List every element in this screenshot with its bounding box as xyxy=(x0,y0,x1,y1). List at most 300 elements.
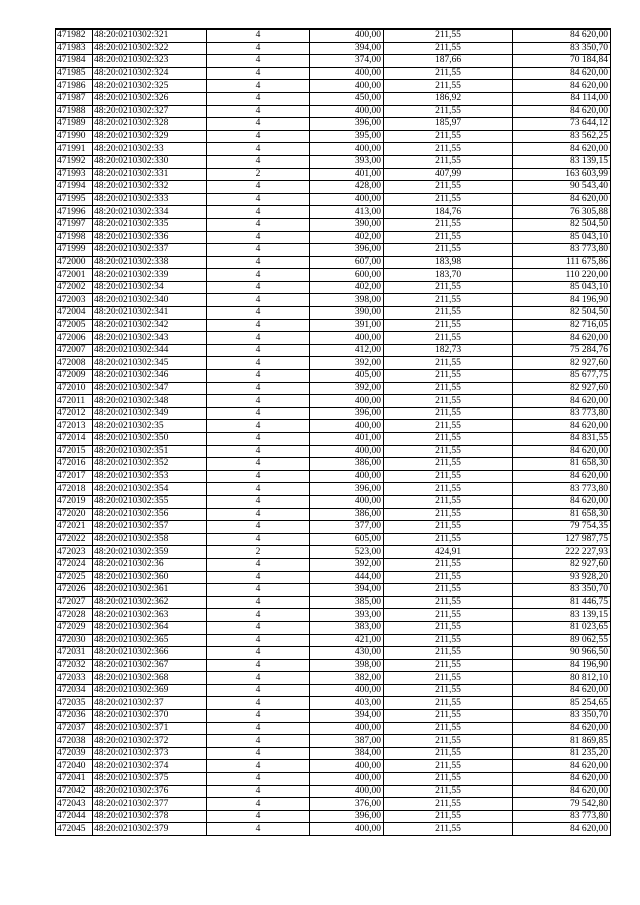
table-row xyxy=(56,344,611,357)
cadastral-value-cell: 90 543,40 xyxy=(513,181,611,194)
table-row xyxy=(56,785,611,798)
table-row xyxy=(56,218,611,231)
row-number-cell: 472018 xyxy=(56,483,93,496)
category-cell: 4 xyxy=(207,634,310,647)
specific-value-cell: 211,55 xyxy=(384,710,513,723)
row-number-cell: 472013 xyxy=(56,420,93,433)
category-cell: 4 xyxy=(207,798,310,811)
area-cell: 421,00 xyxy=(310,634,384,647)
cadastral-number-cell: 48:20:0210302:332 xyxy=(93,181,207,194)
table-row xyxy=(56,659,611,672)
table-row xyxy=(56,92,611,105)
row-number-cell: 472004 xyxy=(56,307,93,320)
specific-value-cell: 211,55 xyxy=(384,470,513,483)
table-row xyxy=(56,634,611,647)
row-number-cell: 471992 xyxy=(56,155,93,168)
area-cell: 403,00 xyxy=(310,697,384,710)
cadastral-number-cell: 48:20:0210302:330 xyxy=(93,155,207,168)
area-cell: 377,00 xyxy=(310,521,384,534)
category-cell: 4 xyxy=(207,382,310,395)
table-row xyxy=(56,533,611,546)
cadastral-value-cell: 222 227,93 xyxy=(513,546,611,559)
table-row xyxy=(56,370,611,383)
category-cell: 4 xyxy=(207,319,310,332)
category-cell: 4 xyxy=(207,395,310,408)
specific-value-cell: 211,55 xyxy=(384,773,513,786)
category-cell: 4 xyxy=(207,307,310,320)
cadastral-number-cell: 48:20:0210302:354 xyxy=(93,483,207,496)
category-cell: 4 xyxy=(207,433,310,446)
category-cell: 4 xyxy=(207,281,310,294)
row-number-cell: 472031 xyxy=(56,647,93,660)
area-cell: 394,00 xyxy=(310,42,384,55)
specific-value-cell: 211,55 xyxy=(384,659,513,672)
cadastral-value-cell: 84 831,55 xyxy=(513,433,611,446)
area-cell: 374,00 xyxy=(310,55,384,68)
specific-value-cell: 211,55 xyxy=(384,747,513,760)
area-cell: 395,00 xyxy=(310,130,384,143)
area-cell: 390,00 xyxy=(310,307,384,320)
table-row xyxy=(56,281,611,294)
area-cell: 400,00 xyxy=(310,760,384,773)
row-number-cell: 472032 xyxy=(56,659,93,672)
specific-value-cell: 211,55 xyxy=(384,621,513,634)
cadastral-number-cell: 48:20:0210302:345 xyxy=(93,357,207,370)
row-number-cell: 471986 xyxy=(56,80,93,93)
cadastral-value-cell: 84 620,00 xyxy=(513,823,611,836)
cadastral-value-cell: 84 620,00 xyxy=(513,445,611,458)
row-number-cell: 472021 xyxy=(56,521,93,534)
row-number-cell: 472010 xyxy=(56,382,93,395)
specific-value-cell: 211,55 xyxy=(384,735,513,748)
category-cell: 4 xyxy=(207,672,310,685)
area-cell: 400,00 xyxy=(310,143,384,156)
category-cell: 4 xyxy=(207,294,310,307)
category-cell: 4 xyxy=(207,571,310,584)
table-row xyxy=(56,231,611,244)
row-number-cell: 471997 xyxy=(56,218,93,231)
cadastral-value-cell: 83 773,80 xyxy=(513,483,611,496)
category-cell: 4 xyxy=(207,596,310,609)
area-cell: 400,00 xyxy=(310,684,384,697)
row-number-cell: 471993 xyxy=(56,168,93,181)
specific-value-cell: 211,55 xyxy=(384,319,513,332)
cadastral-number-cell: 48:20:0210302:34 xyxy=(93,281,207,294)
specific-value-cell: 211,55 xyxy=(384,244,513,257)
cadastral-number-cell: 48:20:0210302:333 xyxy=(93,193,207,206)
specific-value-cell: 211,55 xyxy=(384,193,513,206)
row-number-cell: 472019 xyxy=(56,495,93,508)
cadastral-number-cell: 48:20:0210302:360 xyxy=(93,571,207,584)
table-row xyxy=(56,747,611,760)
category-cell: 4 xyxy=(207,42,310,55)
cadastral-value-cell: 89 062,55 xyxy=(513,634,611,647)
cadastral-value-cell: 93 928,20 xyxy=(513,571,611,584)
row-number-cell: 471988 xyxy=(56,105,93,118)
cadastral-number-cell: 48:20:0210302:341 xyxy=(93,307,207,320)
category-cell: 4 xyxy=(207,29,310,42)
cadastral-value-cell: 84 620,00 xyxy=(513,143,611,156)
cadastral-number-cell: 48:20:0210302:348 xyxy=(93,395,207,408)
category-cell: 4 xyxy=(207,722,310,735)
table-row xyxy=(56,155,611,168)
cadastral-value-cell: 79 754,35 xyxy=(513,521,611,534)
table-row xyxy=(56,735,611,748)
table-row xyxy=(56,168,611,181)
table-row xyxy=(56,420,611,433)
category-cell: 4 xyxy=(207,55,310,68)
specific-value-cell: 211,55 xyxy=(384,810,513,823)
area-cell: 400,00 xyxy=(310,332,384,345)
table-row xyxy=(56,508,611,521)
area-cell: 428,00 xyxy=(310,181,384,194)
specific-value-cell: 211,55 xyxy=(384,533,513,546)
category-cell: 4 xyxy=(207,155,310,168)
cadastral-value-cell: 85 677,75 xyxy=(513,370,611,383)
row-number-cell: 472000 xyxy=(56,256,93,269)
cadastral-value-cell: 82 927,60 xyxy=(513,382,611,395)
cadastral-value-cell: 84 620,00 xyxy=(513,332,611,345)
area-cell: 450,00 xyxy=(310,92,384,105)
cadastral-value-cell: 81 446,75 xyxy=(513,596,611,609)
cadastral-number-cell: 48:20:0210302:37 xyxy=(93,697,207,710)
cadastral-number-cell: 48:20:0210302:328 xyxy=(93,118,207,131)
specific-value-cell: 183,70 xyxy=(384,269,513,282)
area-cell: 400,00 xyxy=(310,773,384,786)
table-row xyxy=(56,395,611,408)
cadastral-value-cell: 79 542,80 xyxy=(513,798,611,811)
table-row xyxy=(56,55,611,68)
cadastral-number-cell: 48:20:0210302:357 xyxy=(93,521,207,534)
cadastral-value-cell: 84 620,00 xyxy=(513,684,611,697)
row-number-cell: 472040 xyxy=(56,760,93,773)
table-row xyxy=(56,810,611,823)
table-row xyxy=(56,294,611,307)
table-row xyxy=(56,433,611,446)
specific-value-cell: 211,55 xyxy=(384,130,513,143)
table-row xyxy=(56,80,611,93)
table-row xyxy=(56,495,611,508)
area-cell: 401,00 xyxy=(310,433,384,446)
cadastral-number-cell: 48:20:0210302:366 xyxy=(93,647,207,660)
category-cell: 4 xyxy=(207,218,310,231)
cadastral-number-cell: 48:20:0210302:344 xyxy=(93,344,207,357)
category-cell: 4 xyxy=(207,370,310,383)
row-number-cell: 472005 xyxy=(56,319,93,332)
specific-value-cell: 182,73 xyxy=(384,344,513,357)
table-row xyxy=(56,798,611,811)
specific-value-cell: 211,55 xyxy=(384,281,513,294)
area-cell: 392,00 xyxy=(310,382,384,395)
category-cell: 4 xyxy=(207,558,310,571)
area-cell: 396,00 xyxy=(310,810,384,823)
cadastral-value-cell: 84 620,00 xyxy=(513,495,611,508)
area-cell: 386,00 xyxy=(310,508,384,521)
cadastral-number-cell: 48:20:0210302:372 xyxy=(93,735,207,748)
category-cell: 4 xyxy=(207,458,310,471)
area-cell: 386,00 xyxy=(310,458,384,471)
category-cell: 4 xyxy=(207,823,310,836)
row-number-cell: 472035 xyxy=(56,697,93,710)
specific-value-cell: 211,55 xyxy=(384,571,513,584)
table-row xyxy=(56,760,611,773)
category-cell: 4 xyxy=(207,193,310,206)
cadastral-number-cell: 48:20:0210302:369 xyxy=(93,684,207,697)
cadastral-number-cell: 48:20:0210302:342 xyxy=(93,319,207,332)
row-number-cell: 471998 xyxy=(56,231,93,244)
specific-value-cell: 183,98 xyxy=(384,256,513,269)
table-row xyxy=(56,621,611,634)
table-row xyxy=(56,470,611,483)
area-cell: 400,00 xyxy=(310,495,384,508)
cadastral-value-cell: 81 023,65 xyxy=(513,621,611,634)
area-cell: 396,00 xyxy=(310,407,384,420)
cadastral-value-cell: 84 620,00 xyxy=(513,470,611,483)
row-number-cell: 472014 xyxy=(56,433,93,446)
specific-value-cell: 211,55 xyxy=(384,67,513,80)
cadastral-number-cell: 48:20:0210302:339 xyxy=(93,269,207,282)
cadastral-value-cell: 82 927,60 xyxy=(513,558,611,571)
cadastral-number-cell: 48:20:0210302:368 xyxy=(93,672,207,685)
area-cell: 392,00 xyxy=(310,558,384,571)
cadastral-value-cell: 84 620,00 xyxy=(513,773,611,786)
cadastral-number-cell: 48:20:0210302:359 xyxy=(93,546,207,559)
row-number-cell: 471990 xyxy=(56,130,93,143)
table-row xyxy=(56,684,611,697)
table-row xyxy=(56,697,611,710)
area-cell: 402,00 xyxy=(310,231,384,244)
cadastral-value-cell: 81 235,20 xyxy=(513,747,611,760)
table-row xyxy=(56,521,611,534)
category-cell: 4 xyxy=(207,710,310,723)
cadastral-value-cell: 163 603,99 xyxy=(513,168,611,181)
row-number-cell: 472036 xyxy=(56,710,93,723)
table-row xyxy=(56,143,611,156)
specific-value-cell: 211,55 xyxy=(384,697,513,710)
cadastral-value-cell: 84 620,00 xyxy=(513,105,611,118)
cadastral-number-cell: 48:20:0210302:349 xyxy=(93,407,207,420)
area-cell: 383,00 xyxy=(310,621,384,634)
cadastral-number-cell: 48:20:0210302:331 xyxy=(93,168,207,181)
cadastral-number-cell: 48:20:0210302:376 xyxy=(93,785,207,798)
cadastral-value-cell: 84 620,00 xyxy=(513,193,611,206)
cadastral-value-cell: 84 196,90 xyxy=(513,659,611,672)
specific-value-cell: 211,55 xyxy=(384,458,513,471)
row-number-cell: 472007 xyxy=(56,344,93,357)
specific-value-cell: 211,55 xyxy=(384,445,513,458)
table-row xyxy=(56,256,611,269)
row-number-cell: 472006 xyxy=(56,332,93,345)
specific-value-cell: 211,55 xyxy=(384,370,513,383)
table-row xyxy=(56,445,611,458)
row-number-cell: 472009 xyxy=(56,370,93,383)
cadastral-value-cell: 81 658,30 xyxy=(513,508,611,521)
area-cell: 607,00 xyxy=(310,256,384,269)
cadastral-value-cell: 73 644,12 xyxy=(513,118,611,131)
cadastral-number-cell: 48:20:0210302:325 xyxy=(93,80,207,93)
row-number-cell: 472027 xyxy=(56,596,93,609)
specific-value-cell: 211,55 xyxy=(384,785,513,798)
cadastral-value-cell: 76 305,88 xyxy=(513,206,611,219)
area-cell: 387,00 xyxy=(310,735,384,748)
specific-value-cell: 187,66 xyxy=(384,55,513,68)
cadastral-number-cell: 48:20:0210302:351 xyxy=(93,445,207,458)
cadastral-number-cell: 48:20:0210302:324 xyxy=(93,67,207,80)
cadastral-number-cell: 48:20:0210302:356 xyxy=(93,508,207,521)
category-cell: 4 xyxy=(207,609,310,622)
cadastral-number-cell: 48:20:0210302:352 xyxy=(93,458,207,471)
specific-value-cell: 211,55 xyxy=(384,105,513,118)
cadastral-number-cell: 48:20:0210302:335 xyxy=(93,218,207,231)
category-cell: 4 xyxy=(207,647,310,660)
cadastral-value-cell: 84 114,00 xyxy=(513,92,611,105)
cadastral-value-cell: 83 773,80 xyxy=(513,244,611,257)
table-row xyxy=(56,319,611,332)
area-cell: 400,00 xyxy=(310,823,384,836)
specific-value-cell: 211,55 xyxy=(384,483,513,496)
cadastral-number-cell: 48:20:0210302:322 xyxy=(93,42,207,55)
area-cell: 394,00 xyxy=(310,710,384,723)
specific-value-cell: 211,55 xyxy=(384,798,513,811)
table-row xyxy=(56,269,611,282)
row-number-cell: 472012 xyxy=(56,407,93,420)
row-number-cell: 472028 xyxy=(56,609,93,622)
row-number-cell: 472030 xyxy=(56,634,93,647)
category-cell: 4 xyxy=(207,810,310,823)
cadastral-number-cell: 48:20:0210302:347 xyxy=(93,382,207,395)
table-row xyxy=(56,483,611,496)
row-number-cell: 472034 xyxy=(56,684,93,697)
row-number-cell: 472020 xyxy=(56,508,93,521)
area-cell: 400,00 xyxy=(310,80,384,93)
table-row xyxy=(56,558,611,571)
specific-value-cell: 211,55 xyxy=(384,609,513,622)
area-cell: 523,00 xyxy=(310,546,384,559)
table-row xyxy=(56,458,611,471)
category-cell: 4 xyxy=(207,344,310,357)
cadastral-value-cell: 84 620,00 xyxy=(513,80,611,93)
cadastral-number-cell: 48:20:0210302:374 xyxy=(93,760,207,773)
specific-value-cell: 211,55 xyxy=(384,407,513,420)
cadastral-number-cell: 48:20:0210302:373 xyxy=(93,747,207,760)
cadastral-value-cell: 84 620,00 xyxy=(513,420,611,433)
cadastral-number-cell: 48:20:0210302:35 xyxy=(93,420,207,433)
cadastral-number-cell: 48:20:0210302:358 xyxy=(93,533,207,546)
area-cell: 430,00 xyxy=(310,647,384,660)
category-cell: 4 xyxy=(207,533,310,546)
table-row xyxy=(56,571,611,584)
category-cell: 4 xyxy=(207,407,310,420)
category-cell: 4 xyxy=(207,521,310,534)
specific-value-cell: 186,92 xyxy=(384,92,513,105)
specific-value-cell: 211,55 xyxy=(384,672,513,685)
row-number-cell: 472029 xyxy=(56,621,93,634)
specific-value-cell: 211,55 xyxy=(384,29,513,42)
table-row xyxy=(56,357,611,370)
specific-value-cell: 211,55 xyxy=(384,760,513,773)
table-row xyxy=(56,382,611,395)
cadastral-number-cell: 48:20:0210302:326 xyxy=(93,92,207,105)
row-number-cell: 472008 xyxy=(56,357,93,370)
area-cell: 396,00 xyxy=(310,483,384,496)
area-cell: 398,00 xyxy=(310,294,384,307)
cadastral-number-cell: 48:20:0210302:371 xyxy=(93,722,207,735)
specific-value-cell: 211,55 xyxy=(384,558,513,571)
table-row xyxy=(56,193,611,206)
row-number-cell: 472045 xyxy=(56,823,93,836)
cadastral-value-cell: 81 658,30 xyxy=(513,458,611,471)
cadastral-value-cell: 127 987,75 xyxy=(513,533,611,546)
area-cell: 400,00 xyxy=(310,785,384,798)
area-cell: 400,00 xyxy=(310,420,384,433)
row-number-cell: 472011 xyxy=(56,395,93,408)
cadastral-value-cell: 82 927,60 xyxy=(513,357,611,370)
cadastral-value-cell: 84 620,00 xyxy=(513,722,611,735)
cadastral-number-cell: 48:20:0210302:370 xyxy=(93,710,207,723)
area-cell: 444,00 xyxy=(310,571,384,584)
table-row xyxy=(56,609,611,622)
area-cell: 400,00 xyxy=(310,193,384,206)
row-number-cell: 472023 xyxy=(56,546,93,559)
specific-value-cell: 211,55 xyxy=(384,684,513,697)
row-number-cell: 472025 xyxy=(56,571,93,584)
cadastral-number-cell: 48:20:0210302:353 xyxy=(93,470,207,483)
specific-value-cell: 211,55 xyxy=(384,823,513,836)
cadastral-value-cell: 84 620,00 xyxy=(513,760,611,773)
cadastral-number-cell: 48:20:0210302:379 xyxy=(93,823,207,836)
specific-value-cell: 211,55 xyxy=(384,155,513,168)
cadastral-value-cell: 85 043,10 xyxy=(513,231,611,244)
cadastral-value-cell: 70 184,84 xyxy=(513,55,611,68)
cadastral-value-cell: 83 773,80 xyxy=(513,810,611,823)
cadastral-number-cell: 48:20:0210302:364 xyxy=(93,621,207,634)
area-cell: 400,00 xyxy=(310,67,384,80)
category-cell: 4 xyxy=(207,80,310,93)
row-number-cell: 472003 xyxy=(56,294,93,307)
row-number-cell: 472024 xyxy=(56,558,93,571)
cadastral-value-cell: 110 220,00 xyxy=(513,269,611,282)
table-row xyxy=(56,773,611,786)
area-cell: 392,00 xyxy=(310,357,384,370)
area-cell: 401,00 xyxy=(310,168,384,181)
specific-value-cell: 211,55 xyxy=(384,382,513,395)
cadastral-number-cell: 48:20:0210302:329 xyxy=(93,130,207,143)
table-row xyxy=(56,407,611,420)
specific-value-cell: 211,55 xyxy=(384,80,513,93)
area-cell: 393,00 xyxy=(310,155,384,168)
specific-value-cell: 211,55 xyxy=(384,584,513,597)
category-cell: 4 xyxy=(207,495,310,508)
specific-value-cell: 211,55 xyxy=(384,332,513,345)
category-cell: 4 xyxy=(207,143,310,156)
area-cell: 400,00 xyxy=(310,470,384,483)
cadastral-number-cell: 48:20:0210302:346 xyxy=(93,370,207,383)
table-row xyxy=(56,710,611,723)
specific-value-cell: 211,55 xyxy=(384,395,513,408)
cadastral-number-cell: 48:20:0210302:327 xyxy=(93,105,207,118)
cadastral-number-cell: 48:20:0210302:338 xyxy=(93,256,207,269)
specific-value-cell: 211,55 xyxy=(384,143,513,156)
category-cell: 4 xyxy=(207,747,310,760)
specific-value-cell: 407,99 xyxy=(384,168,513,181)
specific-value-cell: 211,55 xyxy=(384,495,513,508)
cadastral-number-cell: 48:20:0210302:377 xyxy=(93,798,207,811)
cadastral-value-cell: 84 620,00 xyxy=(513,67,611,80)
row-number-cell: 472041 xyxy=(56,773,93,786)
row-number-cell: 471999 xyxy=(56,244,93,257)
table-row xyxy=(56,42,611,55)
table-row xyxy=(56,67,611,80)
